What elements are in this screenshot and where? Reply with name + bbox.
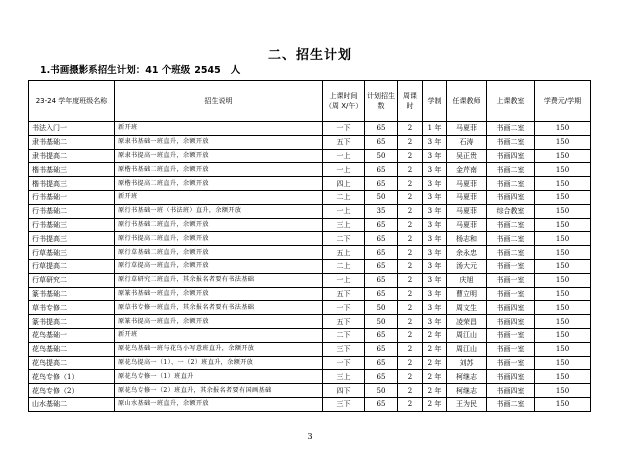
cell-weekly-hours: 2 [398,273,423,287]
cell-classroom: 书画二室 [487,135,535,149]
cell-duration: 3 年 [423,190,447,204]
cell-teacher: 马夏菲 [447,204,487,218]
header-tuition: 学费元/学期 [535,81,591,122]
cell-weekly-hours: 2 [398,190,423,204]
cell-description: 新开班 [115,328,323,342]
cell-planned-enrollment: 65 [365,397,398,411]
cell-class-name: 隶书基础二 [29,135,115,149]
table-row [29,135,591,149]
cell-teacher: 周文生 [447,301,487,315]
cell-teacher: 杨志和 [447,232,487,246]
cell-schedule: 二下 [323,232,365,246]
subtitle-unit: 人 [230,65,241,76]
cell-weekly-hours: 2 [398,342,423,356]
header-teacher: 任课教师 [447,81,487,122]
cell-teacher: 马夏菲 [447,122,487,136]
cell-classroom: 书画二室 [487,163,535,177]
cell-planned-enrollment: 65 [365,218,398,232]
cell-duration: 2 年 [423,370,447,384]
table-row [29,356,591,370]
cell-planned-enrollment: 65 [365,259,398,273]
table-row [29,218,591,232]
cell-tuition: 150 [535,287,591,301]
cell-planned-enrollment: 65 [365,342,398,356]
cell-classroom: 书画二室 [487,246,535,260]
cell-tuition: 150 [535,204,591,218]
cell-class-name: 花鸟专修（1） [29,370,115,384]
cell-class-name: 花鸟基础一 [29,328,115,342]
cell-teacher: 余永忠 [447,246,487,260]
header-duration: 学制 [423,81,447,122]
cell-class-name: 山水基础二 [29,397,115,411]
cell-teacher: 吴正贵 [447,149,487,163]
cell-schedule: 三上 [323,218,365,232]
cell-class-name: 行书基础一 [29,190,115,204]
cell-classroom: 书画二室 [487,397,535,411]
cell-description: 原花鸟专修一（2）班直升，其余报名者要有国画基础 [115,384,323,398]
cell-classroom: 书画一室 [487,356,535,370]
table-row [29,259,591,273]
table-row [29,246,591,260]
cell-weekly-hours: 2 [398,259,423,273]
cell-description: 原行书基础二班直升，余额开放 [115,218,323,232]
cell-class-name: 书法入门一 [29,122,115,136]
cell-teacher: 周江山 [447,342,487,356]
cell-weekly-hours: 2 [398,232,423,246]
cell-class-name: 花鸟基础二 [29,342,115,356]
cell-teacher: 刘苏 [447,356,487,370]
table-row [29,315,591,329]
cell-description: 原篆书提高一班直升，余额开放 [115,315,323,329]
cell-tuition: 150 [535,301,591,315]
cell-description: 原草书专修一班直升，其余报名者要有书法基础 [115,301,323,315]
cell-description: 原山水基础一班直升，余额开放 [115,397,323,411]
cell-classroom: 书画四室 [487,301,535,315]
cell-classroom: 综合教室 [487,204,535,218]
cell-tuition: 150 [535,370,591,384]
subtitle-count: 2545 [194,65,221,76]
table-row [29,177,591,191]
cell-classroom: 书画一室 [487,273,535,287]
cell-duration: 2 年 [423,342,447,356]
cell-weekly-hours: 2 [398,328,423,342]
cell-duration: 3 年 [423,259,447,273]
cell-class-name: 行书基础三 [29,218,115,232]
cell-schedule: 一下 [323,122,365,136]
cell-schedule: 五上 [323,246,365,260]
cell-description: 原隶书提高一班直升，余额开放 [115,149,323,163]
cell-schedule: 一下 [323,301,365,315]
cell-description: 原花鸟提高一（1）、一（2）班直升，余额开放 [115,356,323,370]
cell-weekly-hours: 2 [398,204,423,218]
cell-schedule: 二下 [323,328,365,342]
table-row [29,190,591,204]
cell-duration: 3 年 [423,177,447,191]
cell-tuition: 150 [535,384,591,398]
cell-description: 原篆书基础一班直升，余额开放 [115,287,323,301]
cell-teacher: 柯继志 [447,370,487,384]
cell-planned-enrollment: 65 [365,177,398,191]
table-header-row [29,81,591,122]
cell-schedule: 五下 [323,315,365,329]
cell-class-name: 行书提高三 [29,232,115,246]
cell-planned-enrollment: 65 [365,246,398,260]
cell-classroom: 书画一室 [487,259,535,273]
cell-tuition: 150 [535,135,591,149]
cell-weekly-hours: 2 [398,163,423,177]
table-row [29,342,591,356]
cell-classroom: 书画四室 [487,370,535,384]
cell-schedule: 一上 [323,149,365,163]
header-classroom: 上课教室 [487,81,535,122]
cell-weekly-hours: 2 [398,135,423,149]
cell-planned-enrollment: 50 [365,190,398,204]
cell-classroom: 书画二室 [487,232,535,246]
cell-planned-enrollment: 35 [365,204,398,218]
cell-duration: 3 年 [423,204,447,218]
cell-classroom: 书画四室 [487,190,535,204]
cell-weekly-hours: 2 [398,177,423,191]
cell-teacher: 王为民 [447,397,487,411]
cell-tuition: 150 [535,356,591,370]
cell-weekly-hours: 2 [398,301,423,315]
cell-planned-enrollment: 65 [365,135,398,149]
cell-schedule: 四上 [323,177,365,191]
cell-planned-enrollment: 65 [365,356,398,370]
cell-class-name: 草书专修二 [29,301,115,315]
page-title: 二、招生计划 [267,48,352,63]
cell-classroom: 书画四室 [487,315,535,329]
cell-schedule: 三下 [323,342,365,356]
cell-classroom: 书画二室 [487,122,535,136]
cell-class-name: 篆书提高二 [29,315,115,329]
cell-planned-enrollment: 50 [365,315,398,329]
cell-duration: 2 年 [423,356,447,370]
cell-weekly-hours: 2 [398,397,423,411]
cell-teacher: 庆旭 [447,273,487,287]
cell-tuition: 150 [535,163,591,177]
table-row [29,204,591,218]
cell-class-name: 篆书基础二 [29,287,115,301]
header-description: 招生说明 [115,81,323,122]
cell-teacher: 马夏菲 [447,177,487,191]
cell-tuition: 150 [535,397,591,411]
cell-weekly-hours: 2 [398,246,423,260]
cell-tuition: 150 [535,190,591,204]
table-row [29,122,591,136]
cell-schedule: 一上 [323,163,365,177]
cell-description: 原楷书基础二班直升，余额开放 [115,163,323,177]
cell-description: 新开班 [115,122,323,136]
cell-class-name: 行书基础二 [29,204,115,218]
cell-teacher: 曹立明 [447,287,487,301]
cell-schedule: 四下 [323,384,365,398]
cell-weekly-hours: 2 [398,356,423,370]
cell-teacher: 凌荣昌 [447,315,487,329]
cell-description: 原楷书提高二班直升，余额开放 [115,177,323,191]
cell-teacher: 石涛 [447,135,487,149]
cell-duration: 3 年 [423,301,447,315]
cell-duration: 3 年 [423,218,447,232]
cell-duration: 3 年 [423,135,447,149]
cell-planned-enrollment: 65 [365,273,398,287]
cell-schedule: 五下 [323,287,365,301]
cell-tuition: 150 [535,246,591,260]
cell-weekly-hours: 2 [398,370,423,384]
cell-weekly-hours: 2 [398,315,423,329]
cell-duration: 3 年 [423,315,447,329]
cell-duration: 3 年 [423,246,447,260]
section-subtitle [40,62,240,76]
table-row [29,273,591,287]
header-class-name: 23-24 学年度班级名称 [29,81,115,122]
cell-teacher: 马夏菲 [447,190,487,204]
cell-description: 原行草提高一班直升，余额开放 [115,259,323,273]
cell-classroom: 书画一室 [487,287,535,301]
cell-weekly-hours: 2 [398,384,423,398]
cell-tuition: 150 [535,218,591,232]
cell-description: 原行书提高二班直升，余额开放 [115,232,323,246]
cell-teacher: 柯继志 [447,384,487,398]
cell-duration: 3 年 [423,232,447,246]
cell-duration: 3 年 [423,149,447,163]
cell-tuition: 150 [535,149,591,163]
cell-class-name: 花鸟专修（2） [29,384,115,398]
cell-classroom: 书画一室 [487,328,535,342]
cell-description: 原花鸟基础一班与花鸟小写意班直升，余额开放 [115,342,323,356]
cell-description: 原行书基础一班（书法班）直升，余额开放 [115,204,323,218]
cell-duration: 1 年 [423,122,447,136]
cell-tuition: 150 [535,177,591,191]
cell-classroom: 书画二室 [487,177,535,191]
cell-schedule: 二上 [323,190,365,204]
table-row [29,232,591,246]
cell-weekly-hours: 2 [398,149,423,163]
cell-tuition: 150 [535,273,591,287]
cell-planned-enrollment: 65 [365,287,398,301]
cell-planned-enrollment: 65 [365,122,398,136]
table-row [29,370,591,384]
cell-planned-enrollment: 50 [365,384,398,398]
page-number: 3 [307,432,313,441]
cell-duration: 2 年 [423,397,447,411]
cell-description: 原花鸟专修一（1）班直升 [115,370,323,384]
cell-schedule: 一上 [323,273,365,287]
cell-class-name: 行草提高二 [29,259,115,273]
cell-schedule: 五下 [323,135,365,149]
cell-weekly-hours: 2 [398,218,423,232]
cell-planned-enrollment: 50 [365,301,398,315]
cell-duration: 2 年 [423,328,447,342]
cell-classroom: 书画二室 [487,218,535,232]
cell-teacher: 周江山 [447,328,487,342]
header-planned-enrollment: 计划招生数 [365,81,398,122]
table-row [29,149,591,163]
cell-schedule: 三上 [323,370,365,384]
cell-tuition: 150 [535,342,591,356]
cell-tuition: 150 [535,259,591,273]
cell-schedule: 一上 [323,204,365,218]
cell-classroom: 书画四室 [487,149,535,163]
cell-weekly-hours: 2 [398,122,423,136]
cell-tuition: 150 [535,328,591,342]
cell-schedule: 一下 [323,356,365,370]
table-body [29,122,591,412]
cell-description: 原行草研究二班直升，其余报名者要有书法基础 [115,273,323,287]
cell-description: 原隶书基础一班直升，余额开放 [115,135,323,149]
cell-teacher: 汤大元 [447,259,487,273]
cell-class-name: 隶书提高二 [29,149,115,163]
table-row [29,384,591,398]
cell-duration: 3 年 [423,287,447,301]
cell-teacher: 金芹南 [447,163,487,177]
cell-class-name: 行草研究二 [29,273,115,287]
cell-tuition: 150 [535,122,591,136]
cell-classroom: 书画一室 [487,342,535,356]
cell-class-name: 楷书提高三 [29,177,115,191]
cell-description: 原行草基础二班直升，余额开放 [115,246,323,260]
subtitle-text: 1.书画摄影系招生计划：41 个班级 [40,65,191,76]
table-row [29,301,591,315]
cell-description: 新开班 [115,190,323,204]
cell-planned-enrollment: 65 [365,370,398,384]
cell-class-name: 楷书基础三 [29,163,115,177]
cell-classroom: 书画四室 [487,384,535,398]
cell-planned-enrollment: 65 [365,328,398,342]
cell-duration: 2 年 [423,384,447,398]
cell-planned-enrollment: 65 [365,232,398,246]
cell-class-name: 花鸟提高二 [29,356,115,370]
cell-planned-enrollment: 50 [365,149,398,163]
cell-weekly-hours: 2 [398,287,423,301]
table-row [29,397,591,411]
cell-teacher: 马夏菲 [447,218,487,232]
table-row [29,163,591,177]
cell-duration: 3 年 [423,163,447,177]
header-schedule: 上课时间（周 X/午） [323,81,365,122]
table-row [29,287,591,301]
cell-duration: 3 年 [423,273,447,287]
cell-schedule: 二上 [323,259,365,273]
cell-tuition: 150 [535,232,591,246]
cell-class-name: 行草基础三 [29,246,115,260]
enrollment-table [28,80,591,412]
cell-tuition: 150 [535,315,591,329]
table-row [29,328,591,342]
cell-planned-enrollment: 65 [365,163,398,177]
cell-schedule: 三下 [323,397,365,411]
header-weekly-hours: 周课时 [398,81,423,122]
